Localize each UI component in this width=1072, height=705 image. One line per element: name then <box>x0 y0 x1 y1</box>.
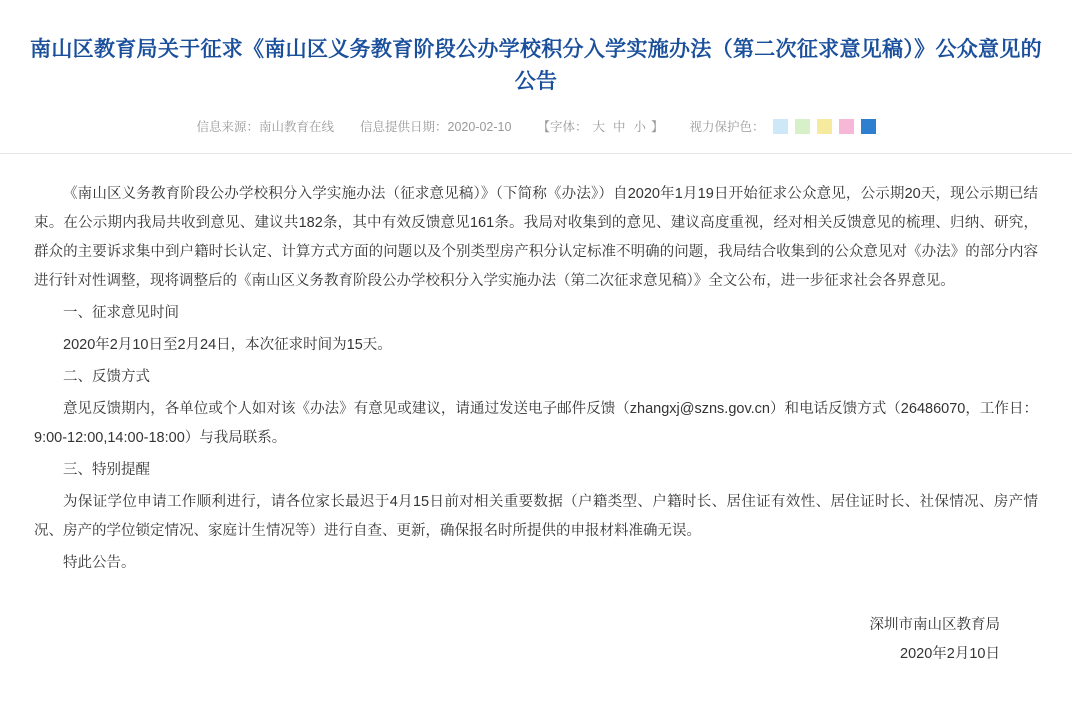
meta-source-label: 信息来源： <box>196 120 259 134</box>
document-meta-bar <box>0 117 1072 135</box>
eye-care-swatch-list <box>773 119 876 134</box>
eye-care-label: 视力保护色： <box>689 120 765 134</box>
font-size-medium-button[interactable]: 中 <box>612 120 626 134</box>
meta-date <box>360 117 511 135</box>
font-size-label-close: 】 <box>651 120 664 134</box>
meta-date-label: 信息提供日期： <box>359 120 448 134</box>
document-body <box>0 154 1072 578</box>
signature-organization: 深圳市南山区教育局 <box>869 617 1000 633</box>
body-paragraph: 三、特别提醒 <box>63 462 150 478</box>
body-paragraph: 《南山区义务教育阶段公办学校积分入学实施办法（征求意见稿）》（下简称《办法》）自2020年1月19日开始征求公众意见，公示期20天，现公示期已结束。在公示期内我局共收到意见、建议共182条，其中有效反馈意见161条。我局对收集到的意见、建议高度重视，经对相关反馈意见的梳理、归纳、研究，群众的主要诉求集中到户籍时长认定、计算方式方面的问题以及个别类型房产积分认定标准不明确的问题，我局结合收集到的公众意见对《办法》的部分内容进行针对性调整，现将调整后的《南山区义务教育阶段公办学校积分入学实施办法（第二次征求意见稿）》全文公布，进一步征求社会各界意见。 <box>34 186 1038 289</box>
font-size-large-button[interactable]: 大 <box>592 120 605 134</box>
eye-care-swatch[interactable] <box>817 119 832 134</box>
body-paragraph: 2020年2月10日至2月24日，本次征求时间为15天。 <box>63 337 392 353</box>
title-container <box>0 0 1072 97</box>
eye-care-swatch[interactable] <box>861 119 876 134</box>
eye-care-color-controls <box>690 117 876 135</box>
eye-care-swatch[interactable] <box>839 119 854 134</box>
font-size-small-button[interactable]: 小 <box>633 120 647 134</box>
body-paragraph: 二、反馈方式 <box>63 369 150 385</box>
body-paragraph: 特此公告。 <box>63 555 136 571</box>
meta-source <box>196 117 334 135</box>
page-title: 南山区教育局关于征求《南山区义务教育阶段公办学校积分入学实施办法（第二次征求意见稿）》公众意见的公告 <box>30 38 1042 93</box>
body-paragraph: 一、征求意见时间 <box>63 305 179 321</box>
eye-care-swatch[interactable] <box>773 119 788 134</box>
signature-date: 2020年2月10日 <box>900 646 1000 662</box>
body-paragraph: 意见反馈期内，各单位或个人如对该《办法》有意见或建议，请通过发送电子邮件反馈（zhangxj@szns.gov.cn）和电话反馈方式（26486070，工作日：9:00-12:00,14:00-18:00）与我局联系。 <box>34 401 1038 446</box>
font-size-controls <box>537 117 663 135</box>
document-signature <box>0 581 1072 669</box>
meta-date-value: 2020-02-10 <box>447 120 512 134</box>
eye-care-swatch[interactable] <box>795 119 810 134</box>
meta-source-value: 南山教育在线 <box>258 120 334 134</box>
font-size-label-open: 【字体： <box>537 120 588 134</box>
body-paragraph: 为保证学位申请工作顺利进行，请各位家长最迟于4月15日前对相关重要数据（户籍类型、户籍时长、居住证有效性、居住证时长、社保情况、房产情况、房产的学位锁定情况、家庭计生情况等）进行自查、更新，确保报名时所提供的申报材料准确无误。 <box>34 494 1038 539</box>
